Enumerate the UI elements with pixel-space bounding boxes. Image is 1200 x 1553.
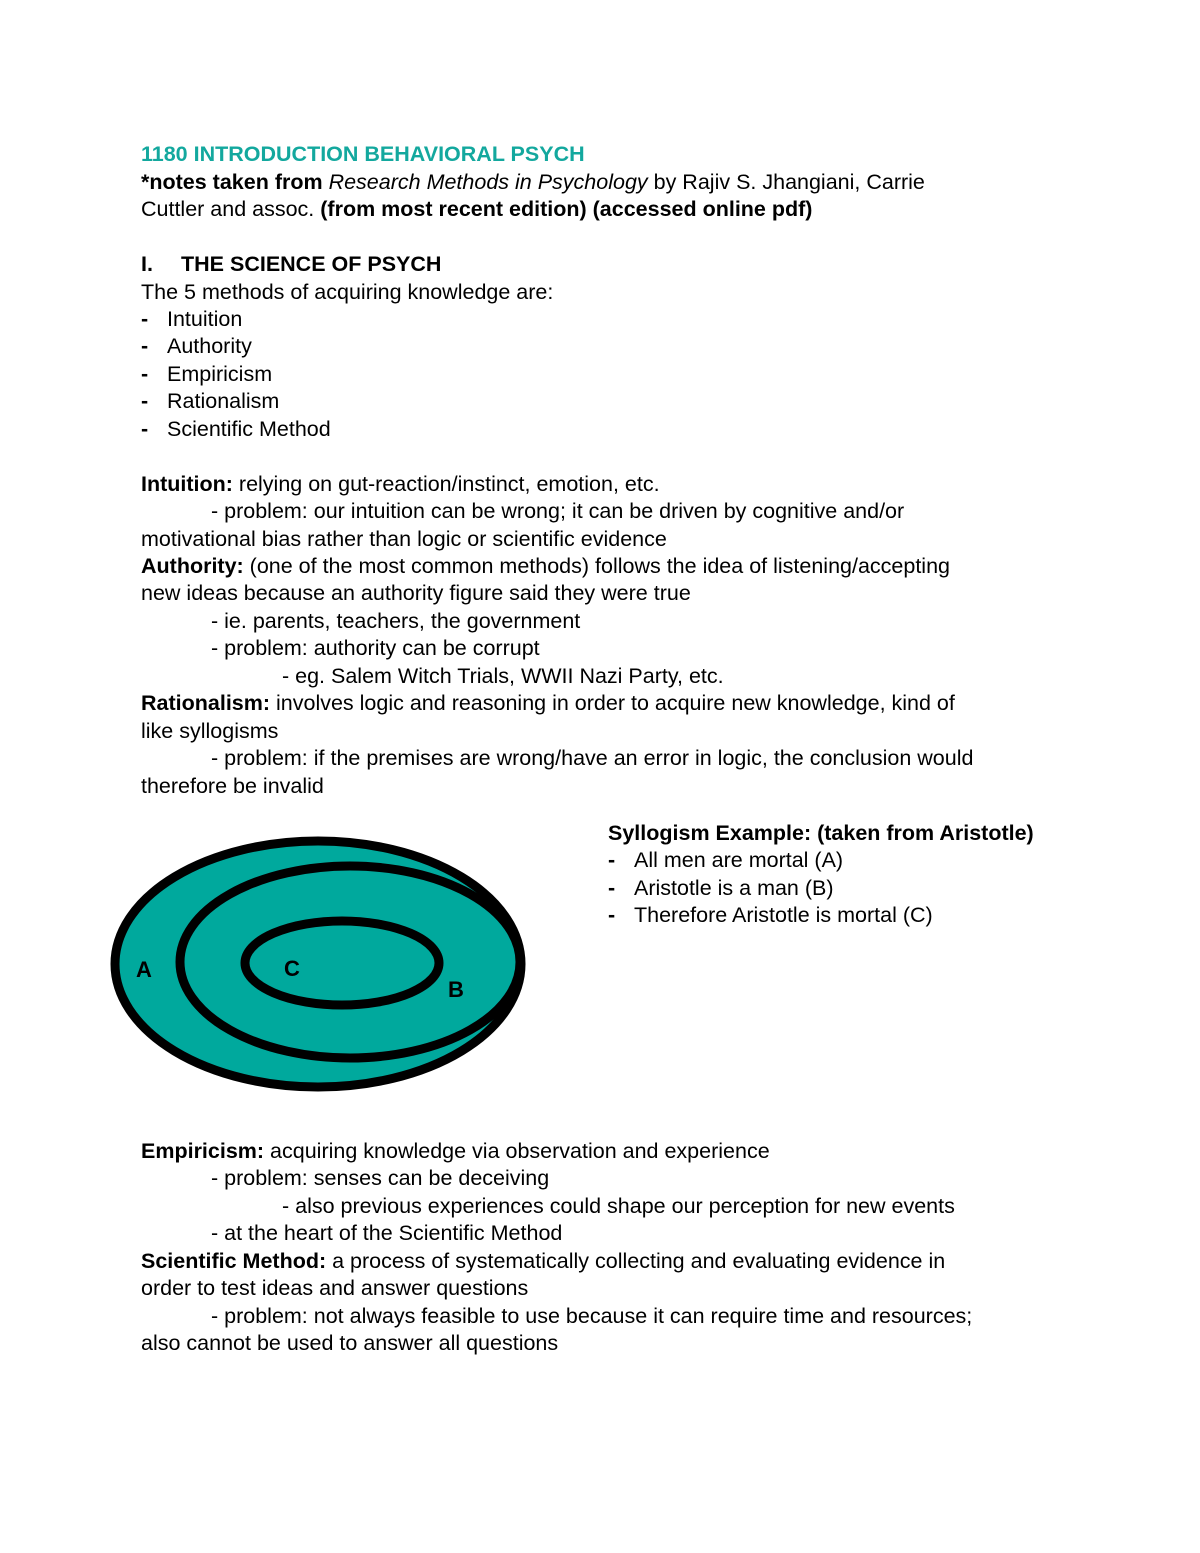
rationalism-definition-cont: like syllogisms: [141, 719, 279, 743]
list-item: [141, 388, 279, 415]
list-item: [141, 306, 242, 333]
empiricism-term: Empiricism:: [141, 1139, 265, 1163]
source-note-line-2: [141, 196, 812, 223]
list-item: [608, 847, 843, 874]
set-c-ellipse: [245, 921, 439, 1005]
syllogism-premise-b: Aristotle is a man (B): [634, 876, 834, 900]
label-c: C: [284, 956, 300, 981]
bullet-dash: -: [141, 334, 149, 358]
bullet-dash: -: [608, 876, 616, 900]
bullet-dash: -: [608, 903, 616, 927]
intuition-term: Intuition:: [141, 472, 233, 496]
bullet-dash: -: [141, 389, 149, 413]
scientific-method-problem: - problem: not always feasible to use because it can require time and resources;: [211, 1304, 973, 1328]
section-heading: [141, 251, 441, 278]
empiricism-problem: - problem: senses can be deceiving: [211, 1166, 550, 1190]
source-note-line-1: [141, 169, 925, 196]
rationalism-term: Rationalism:: [141, 691, 271, 715]
authority-problem: - problem: authority can be corrupt: [211, 636, 540, 660]
bullet-dash: -: [141, 417, 149, 441]
scientific-method-definition-cont: order to test ideas and answer questions: [141, 1276, 529, 1300]
rationalism-problem: - problem: if the premises are wrong/have an error in logic, the conclusion would: [211, 746, 974, 770]
bullet-dash: -: [608, 848, 616, 872]
authors-continued: Cuttler and assoc.: [141, 197, 321, 221]
scientific-method-term: Scientific Method:: [141, 1249, 327, 1273]
bullet-dash: -: [141, 362, 149, 386]
notes-prefix: *notes taken from: [141, 170, 329, 194]
scientific-method-problem-cont: also cannot be used to answer all questions: [141, 1331, 559, 1355]
edition-note: (from most recent edition) (accessed online pdf): [320, 197, 813, 221]
intuition-definition-text: relying on gut-reaction/instinct, emotion, etc.: [232, 472, 660, 496]
intuition-definition: [141, 471, 660, 498]
method-authority: Authority: [167, 334, 252, 358]
section-numeral: I.: [141, 252, 153, 276]
document-title: 1180 INTRODUCTION BEHAVIORAL PSYCH: [141, 142, 585, 166]
syllogism-conclusion-c: Therefore Aristotle is mortal (C): [634, 903, 933, 927]
authority-definition-text: (one of the most common methods) follows the idea of listening/accepting: [243, 554, 950, 578]
intuition-problem: - problem: our intuition can be wrong; it can be driven by cognitive and/or: [211, 499, 905, 523]
scientific-method-definition-text: a process of systematically collecting and evaluating evidence in: [326, 1249, 946, 1273]
nested-ellipse-diagram: [110, 834, 530, 1096]
list-item: [141, 333, 252, 360]
methods-intro: The 5 methods of acquiring knowledge are:: [141, 280, 554, 304]
syllogism-premise-a: All men are mortal (A): [634, 848, 844, 872]
intuition-problem-cont: motivational bias rather than logic or scientific evidence: [141, 527, 667, 551]
rationalism-definition: [141, 690, 955, 717]
syllogism-heading: Syllogism Example: (taken from Aristotle): [608, 821, 1034, 845]
list-item: [141, 416, 331, 443]
authority-definition-cont: new ideas because an authority figure said they were true: [141, 581, 691, 605]
section-title: THE SCIENCE OF PSYCH: [181, 252, 442, 276]
scientific-method-definition: [141, 1248, 945, 1275]
book-title: Research Methods in Psychology: [328, 170, 648, 194]
method-scientific: Scientific Method: [167, 417, 331, 441]
method-empiricism: Empiricism: [167, 362, 273, 386]
empiricism-definition-text: acquiring knowledge via observation and experience: [264, 1139, 770, 1163]
list-item: [141, 361, 272, 388]
authority-definition: [141, 553, 950, 580]
rationalism-problem-cont: therefore be invalid: [141, 774, 324, 798]
rationalism-definition-text: involves logic and reasoning in order to acquire new knowledge, kind of: [270, 691, 955, 715]
method-rationalism: Rationalism: [167, 389, 280, 413]
empiricism-note: - at the heart of the Scientific Method: [211, 1221, 563, 1245]
method-intuition: Intuition: [167, 307, 243, 331]
book-authors: by Rajiv S. Jhangiani, Carrie: [647, 170, 925, 194]
list-item: [608, 902, 933, 929]
empiricism-problem-note: - also previous experiences could shape our perception for new events: [282, 1194, 955, 1218]
label-b: B: [448, 977, 464, 1002]
label-a: A: [136, 957, 152, 982]
authority-term: Authority:: [141, 554, 244, 578]
authority-problem-example: - eg. Salem Witch Trials, WWII Nazi Party, etc.: [282, 664, 724, 688]
bullet-dash: -: [141, 307, 149, 331]
authority-example: - ie. parents, teachers, the government: [211, 609, 581, 633]
list-item: [608, 875, 834, 902]
empiricism-definition: [141, 1138, 770, 1165]
